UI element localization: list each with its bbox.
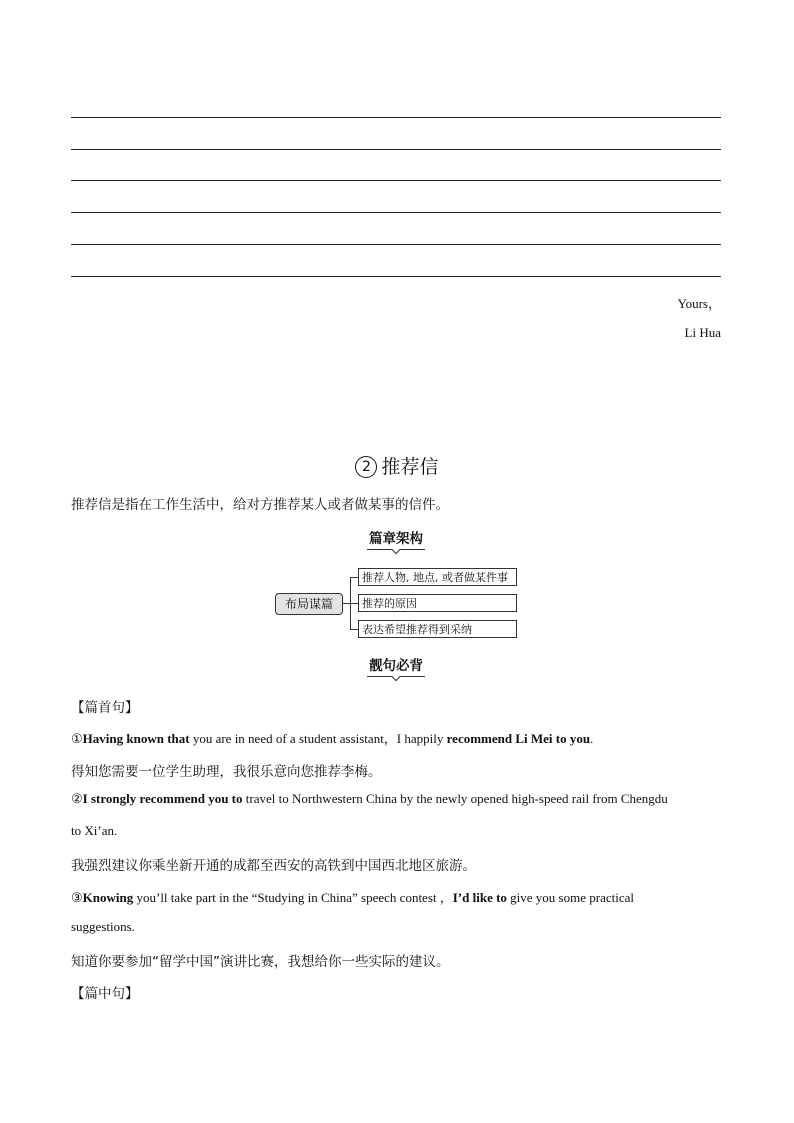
sentence-3 [71,887,721,906]
writing-line [71,212,721,213]
mindmap-branch: 推荐人物, 地点, 或者做某件事 [358,568,517,586]
bold-phrase: Having known that [82,731,190,746]
section-title [0,452,794,479]
connector-line [350,603,358,604]
sentence-text: you are in need of a student assistant，I happily [189,731,447,746]
mindmap-branch: 推荐的原因 [358,594,517,612]
writing-line [71,180,721,181]
bold-phrase: Knowing [82,890,134,905]
sentence-2-cont: to Xi’an. [71,823,118,838]
phrases-heading: 靓句必背 [367,654,425,677]
connector-line [350,629,358,630]
mindmap-branch: 表达希望推荐得到采纳 [358,620,517,638]
sentence-text: . [590,731,594,746]
sentence-number: ③ [71,890,83,905]
connector-line [350,577,358,578]
translation-1: 得知您需要一位学生助理，我很乐意向您推荐李梅。 [71,764,382,780]
translation-2: 我强烈建议你乘坐新开通的成都至西安的高铁到中国西北地区旅游。 [71,858,476,874]
opening-label: 【篇首句】 [71,700,139,716]
sentence-text: give you some practical [506,890,634,905]
sentence-3-cont: suggestions. [71,919,135,934]
sentence-text: you’ll take part in the “Studying in China” speech contest ， [133,890,453,905]
letter-closing: Yours， [677,296,721,311]
mindmap-root: 布局谋篇 [275,593,343,615]
section-intro: 推荐信是指在工作生活中，给对方推荐某人或者做某事的信件。 [71,497,449,513]
writing-line [71,244,721,245]
sentence-number: ① [71,731,83,746]
layout-heading: 篇章架构 [367,527,425,550]
letter-signature: Li Hua [684,325,721,340]
writing-line [71,117,721,118]
writing-line [71,149,721,150]
bold-phrase: recommend Li Mei to you [446,731,591,746]
sentence-1 [71,728,593,747]
bold-phrase: I strongly recommend you to [82,791,243,806]
sentence-number: ② [71,791,83,806]
bold-phrase: I’d like to [452,890,507,905]
section-number: 2 [355,456,377,478]
writing-line [71,276,721,277]
sentence-text: travel to Northwestern China by the newly opened high-speed rail from Chengdu [242,791,668,806]
middle-label: 【篇中句】 [71,986,139,1002]
translation-3: 知道你要参加“留学中国”演讲比赛，我想给你一些实际的建议。 [71,954,450,970]
section-title-text: 推荐信 [381,456,439,478]
connector-line [342,603,350,604]
sentence-2 [71,791,721,807]
